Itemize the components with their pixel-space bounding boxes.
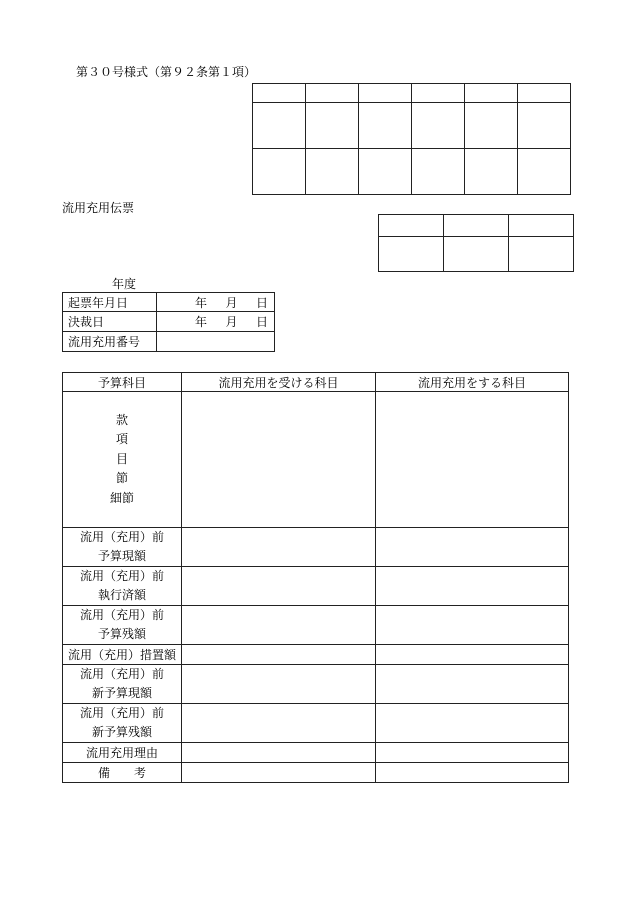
row-label: 流用（充用）措置額 [63, 645, 182, 665]
day-unit: 日 [255, 295, 268, 310]
stamp-cell[interactable] [518, 84, 571, 103]
stamp-cell[interactable] [379, 237, 444, 272]
input-cell[interactable] [182, 743, 376, 763]
input-cell[interactable] [376, 665, 569, 704]
input-cell[interactable] [376, 567, 569, 606]
header-receiving-item: 流用充用を受ける科目 [182, 373, 376, 392]
receiving-item-cell[interactable] [182, 392, 376, 528]
input-cell[interactable] [182, 567, 376, 606]
fiscal-year-label: 年度 [112, 277, 137, 291]
stamp-cell[interactable] [412, 84, 465, 103]
table-row [63, 743, 569, 763]
row-label [63, 704, 182, 743]
input-cell[interactable] [182, 763, 376, 783]
row-label-line: 流用（充用）前 [79, 569, 164, 583]
table-row [63, 528, 569, 567]
document-title: 流用充用伝票 [62, 201, 135, 215]
stamp-cell[interactable] [509, 237, 574, 272]
approval-stamp-grid [252, 83, 571, 195]
category-moku: 目 [115, 451, 128, 466]
category-kou: 項 [115, 432, 128, 447]
header-row [63, 373, 569, 392]
row-label [63, 567, 182, 606]
stamp-cell[interactable] [518, 103, 571, 149]
form-number: 第３０号様式（第９２条第１項） [76, 65, 257, 79]
stamp-cell[interactable] [465, 149, 518, 195]
table-row [63, 645, 569, 665]
stamp-cell[interactable] [444, 237, 509, 272]
stamp-cell[interactable] [359, 84, 412, 103]
transfer-number-field[interactable] [157, 332, 275, 352]
header-budget-item: 予算科目 [63, 373, 182, 392]
row-label-line: 予算残額 [97, 627, 146, 641]
stamp-cell[interactable] [306, 103, 359, 149]
info-label: 流用充用番号 [63, 332, 157, 352]
input-cell[interactable] [376, 763, 569, 783]
row-label-line: 新予算現額 [91, 686, 152, 700]
input-cell[interactable] [182, 645, 376, 665]
category-labels [63, 392, 182, 528]
row-label-line: 新予算残額 [91, 725, 152, 739]
input-cell[interactable] [182, 606, 376, 645]
stamp-cell[interactable] [412, 103, 465, 149]
stamp-cell[interactable] [465, 103, 518, 149]
row-label [63, 528, 182, 567]
stamp-cell[interactable] [253, 84, 306, 103]
transferring-item-cell[interactable] [376, 392, 569, 528]
table-row [63, 704, 569, 743]
row-label-line: 流用（充用）前 [79, 530, 164, 544]
stamp-cell[interactable] [379, 215, 444, 237]
input-cell[interactable] [376, 606, 569, 645]
category-kan: 款 [115, 412, 128, 427]
category-saisetsu: 細節 [109, 490, 134, 505]
row-label [63, 606, 182, 645]
header-transferring-item: 流用充用をする科目 [376, 373, 569, 392]
row-label-line: 執行済額 [97, 588, 146, 602]
month-unit: 月 [225, 315, 238, 329]
input-cell[interactable] [182, 704, 376, 743]
table-row [63, 606, 569, 645]
category-setsu: 節 [115, 471, 128, 486]
input-cell[interactable] [376, 704, 569, 743]
info-label: 決裁日 [63, 312, 157, 332]
draft-date-field[interactable] [157, 293, 275, 312]
info-label: 起票年月日 [63, 293, 157, 312]
stamp-cell[interactable] [465, 84, 518, 103]
input-cell[interactable] [376, 743, 569, 763]
stamp-cell[interactable] [253, 103, 306, 149]
stamp-cell[interactable] [412, 149, 465, 195]
year-unit: 年 [195, 295, 208, 310]
row-label-line: 流用（充用）前 [79, 608, 164, 622]
row-label-line: 流用（充用）前 [79, 667, 164, 681]
category-row [63, 392, 569, 528]
decision-date-field[interactable] [157, 312, 275, 332]
row-label [63, 665, 182, 704]
row-label-line: 予算現額 [97, 549, 146, 563]
info-row-draft-date [63, 293, 275, 312]
row-label: 流用充用理由 [63, 743, 182, 763]
stamp-cell[interactable] [509, 215, 574, 237]
row-label: 備 考 [63, 763, 182, 783]
stamp-cell[interactable] [359, 149, 412, 195]
stamp-cell[interactable] [306, 84, 359, 103]
input-cell[interactable] [376, 528, 569, 567]
day-unit: 日 [255, 315, 268, 329]
secondary-stamp-grid [378, 214, 574, 272]
stamp-cell[interactable] [359, 103, 412, 149]
info-row-number [63, 332, 275, 352]
input-cell[interactable] [376, 645, 569, 665]
stamp-cell[interactable] [518, 149, 571, 195]
input-cell[interactable] [182, 528, 376, 567]
input-cell[interactable] [182, 665, 376, 704]
month-unit: 月 [225, 295, 238, 310]
table-row [63, 665, 569, 704]
table-row [63, 567, 569, 606]
row-label-line: 流用（充用）前 [79, 706, 164, 720]
table-row [63, 763, 569, 783]
stamp-cell[interactable] [306, 149, 359, 195]
year-unit: 年 [195, 315, 208, 329]
budget-transfer-table [62, 372, 569, 783]
info-table [62, 292, 275, 352]
info-row-decision-date [63, 312, 275, 332]
stamp-cell[interactable] [253, 149, 306, 195]
stamp-cell[interactable] [444, 215, 509, 237]
